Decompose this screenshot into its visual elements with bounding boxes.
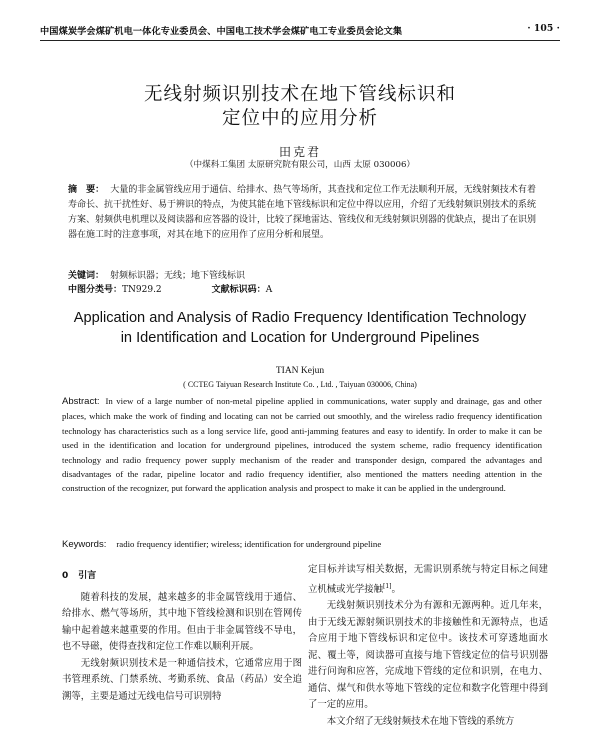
- citation: [1]: [383, 582, 392, 590]
- doc-code-label: 文献标识码：: [211, 285, 266, 295]
- page-number: · 105 ·: [527, 23, 560, 34]
- keywords-zh-text: 射频标识器；无线；地下管线标识: [110, 271, 246, 281]
- doc-code-value: A: [265, 285, 273, 295]
- keywords-en: [62, 539, 381, 550]
- keywords-zh-label: 关键词：: [68, 271, 105, 281]
- affiliation-en: ( CCTEG Taiyuan Research Institute Co. , Ltd. , Taiyuan 030006, China): [183, 380, 417, 389]
- title-en-line2: in Identification and Location for Underground Pipelines: [120, 330, 480, 346]
- clc-label: 中图分类号：: [68, 285, 123, 295]
- abstract-en: [62, 394, 542, 496]
- abstract-zh: [68, 183, 536, 243]
- keywords-en-label: Keywords:: [62, 539, 107, 550]
- paragraph: 无线射频识别技术分为有源和无源两种。近几年来，由于无线无源射频识别技术的非接触性和无源特点，也适合应用于地下管线标识和定位中。该技术可穿透地面水泥、覆土等，阅读器可直接与地下管线定位的信号识别器进行问询和应答，完成地下管线的定位和识别，在电力、通信、煤气和供水等地下管线的定位和数字化管理中得到了一定的应用。: [308, 600, 548, 711]
- title-zh-line1: 无线射频识别技术在地下管线标识和: [143, 84, 456, 105]
- section-number: 0: [62, 571, 69, 581]
- body-left-column: [62, 562, 302, 705]
- abstract-zh-label: 摘 要：: [68, 185, 105, 195]
- author-zh: 田克君: [278, 145, 321, 159]
- paragraph-text: 定目标并读写相关数据，无需识别系统与特定目标之间建立机械或光学接触: [308, 564, 548, 595]
- paragraph: 随着科技的发展，越来越多的非金属管线用于通信、给排水、燃气等场所，其中地下管线检测和识别在管网传输中起着越来越重要的作用。但由于非金属管线不导电，也不导磁，使得查找和定位工作难以顺利开展。: [62, 591, 302, 652]
- running-header: [40, 23, 560, 37]
- paragraph: 本文介绍了无线射频技术在地下管线的系统方: [326, 715, 515, 727]
- section-heading: [62, 568, 302, 585]
- title-zh-line2: 定位中的应用分析: [221, 108, 378, 129]
- section-title: 引言: [78, 571, 97, 581]
- abstract-en-label: Abstract:: [62, 396, 100, 407]
- classification-zh: [68, 282, 272, 295]
- title-en-line1: Application and Analysis of Radio Frequency Identification Technology: [73, 310, 527, 326]
- keywords-zh: [68, 268, 245, 281]
- keywords-en-text: radio frequency identifier; wireless; identification for underground pipeline: [116, 539, 382, 549]
- body-right-column: [308, 562, 548, 730]
- paragraph-end: 。: [391, 583, 401, 595]
- abstract-zh-text: 大量的非金属管线应用于通信、给排水、热气等场所，其查找和定位工作无法顺利开展，无线射频技术有着寿命长、抗干扰性好、易于辨识的特点，为使其能在地下管线标识和定位中得以应用，介绍了无线射频识别技术的系统方案、射频供电机理以及阅读器和应答器的设计，比较了探地雷达、管线仪和无线射频识别器的优缺点，提出了在识别器在施工时的注意事项，对其在地下的应用作了应用分析和展望。: [68, 185, 537, 240]
- running-title: 中国煤炭学会煤矿机电一体化专业委员会、中国电工技术学会煤矿电工专业委员会论文集: [40, 26, 403, 37]
- paragraph: 无线射频识别技术是一种通信技术，它通常应用于图书管理系统、门禁系统、考勤系统、食品（药品）安全追溯等，主要是通过无线电信号可识别特: [62, 657, 302, 702]
- header-rule: [40, 40, 560, 41]
- author-en: TIAN Kejun: [275, 366, 325, 376]
- affiliation-zh: （中煤科工集团 太原研究院有限公司，山西 太原 030006）: [184, 160, 416, 170]
- paragraph: [308, 562, 548, 598]
- clc-value: TN929.2: [122, 285, 162, 295]
- abstract-en-text: In view of a large number of non-metal pipeline applied in communications, water supply and drainage, gas and other places, which make the work of finding and locating can not be carried out smoothly, and the wireless radio frequency identification technology has characteristics such as a long service life, good anti-jamming features and easy to identify. In order to make it can be used in the identification and location for underground pipelines, introduced the system scheme, radio frequency identification technology and radio frequency power supply mechanism of the reader and transponder design, compared the advantages and disadvantages of the radar, pipeline locator and radio frequency identifier, also mentioned the matters needing attention in the construction of the recognizer, put forward the application analysis and prospect to make it can be applied in the underground.: [62, 396, 542, 494]
